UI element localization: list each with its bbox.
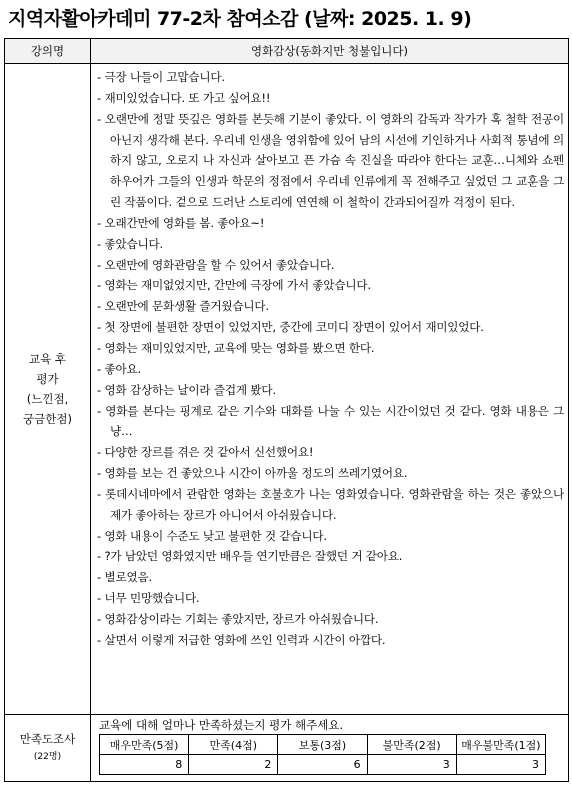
satisfaction-question: 교육에 대해 얼마나 만족하셨는지 평가 해주세요. (99, 718, 344, 732)
comment-item: - 재미있었습니다. 또 가고 싶어요!! (97, 90, 271, 105)
comment-item: - ?가 남았던 영화였지만 배우들 연기만큼은 잘했던 거 같아요. (97, 549, 403, 564)
evaluation-label-line: 교육 후 (29, 352, 66, 366)
comment-item: - 오래간만에 영화를 봄. 좋아요~! (97, 215, 265, 230)
satisfaction-label: 만족도조사 (19, 732, 76, 746)
header-row (5, 39, 569, 64)
option-label: 만족(4점) (189, 735, 278, 755)
comment-item: - 영화를 보는 건 좋았으나 시간이 아까울 정도의 쓰레기였어요. (97, 466, 408, 481)
comment-item: - 좋아요. (97, 361, 141, 376)
comment-item: - 오랜만에 정말 뜻깊은 영화를 본듯해 기분이 좋았다. 이 영화의 감독과 작가가 혹 철학 전공이 아닌지 생각해 본다. 우리네 인생을 영위함에 있어 남의 시선에 기인하거나 사회적 통념에 의하지 않고, 오로지 나 자신과 살아보고 픈 가슴 속 진실을 따라야 한다는 교훈…니체와 쇼펜하우어가 그들의 인생과 학문의 정점에서 우리네 인류에게 꼭 전해주고 싶었던 그 교훈을 그린 작품이다. 겉으로 드러난 스토리에 연연해 이 철학이 간과되어질까 걱정이 된다. (97, 111, 564, 210)
comment-item: - 영화 내용이 수준도 낮고 불편한 것 같습니다. (97, 528, 327, 543)
evaluation-label-line: 궁금한점) (23, 412, 72, 426)
comment-item: - 영화 감상하는 날이라 즐겁게 봤다. (97, 382, 276, 397)
comment-item: - 오랜만에 문화생활 즐거웠습니다. (97, 299, 269, 314)
comment-item: - 영화감상이라는 기회는 좋았지만, 장르가 아쉬웠습니다. (97, 611, 379, 626)
comment-item: - 별로였음. (97, 570, 152, 585)
satisfaction-row (5, 715, 569, 782)
option-label: 보통(3점) (278, 735, 367, 755)
comment-item: - 살면서 이렇게 저급한 영화에 쓰인 인력과 시간이 아깝다. (97, 632, 386, 647)
satisfaction-table (99, 734, 546, 775)
option-label: 매우만족(5점) (100, 735, 189, 755)
comment-item: - 오랜만에 영화관람을 할 수 있어서 좋았습니다. (97, 257, 335, 272)
comment-list (91, 64, 568, 651)
option-count: 8 (100, 755, 189, 775)
comment-item: - 첫 장면에 불편한 장면이 있었지만, 중간에 코미디 장면이 있어서 재미있었다. (97, 320, 484, 335)
comment-item: - 영화를 본다는 핑계로 같은 기수와 대화를 나눌 수 있는 시간이었던 것 같다. 영화 내용은 그냥… (97, 403, 564, 439)
comment-item: - 너무 민망했습니다. (97, 591, 200, 606)
lecture-name-label: 강의명 (5, 39, 91, 64)
comment-item: - 극장 나들이 고맙습니다. (97, 70, 225, 84)
comment-item: - 좋았습니다. (97, 236, 163, 251)
evaluation-label-line: (느낀점, (26, 392, 69, 406)
option-count: 6 (278, 755, 367, 775)
option-count: 3 (456, 755, 545, 775)
comment-item: - 영화는 재미있었지만, 교육에 맞는 영화를 봤으면 한다. (97, 340, 375, 355)
evaluation-comments (91, 64, 569, 715)
option-count: 3 (367, 755, 456, 775)
satisfaction-label-cell (5, 715, 91, 782)
satisfaction-options-row (100, 735, 546, 755)
evaluation-label-line: 평가 (36, 372, 59, 386)
comment-item: - 다양한 장르를 겪은 것 같아서 신선했어요! (97, 445, 314, 460)
satisfaction-content (91, 715, 569, 782)
option-label: 불만족(2점) (367, 735, 456, 755)
evaluation-label (5, 64, 91, 715)
lecture-name-value: 영화감상(동화지만 청불입니다) (91, 39, 569, 64)
page-title: 지역자활아카데미 77-2차 참여소감 (날짜: 2025. 1. 9) (8, 8, 472, 30)
option-label: 매우불만족(1점) (456, 735, 545, 755)
option-count: 2 (189, 755, 278, 775)
satisfaction-values-row (100, 755, 546, 775)
comment-item: - 영화는 재미없었지만, 간만에 극장에 가서 좋았습니다. (97, 278, 371, 293)
respondent-count: (22명) (33, 752, 62, 762)
survey-table (4, 38, 569, 782)
evaluation-row (5, 64, 569, 715)
comment-item: - 롯데시네마에서 관람한 영화는 호불호가 나는 영화였습니다. 영화관람을 하는 것은 좋았으나 제가 좋아하는 장르가 아니어서 아쉬웠습니다. (97, 486, 564, 522)
